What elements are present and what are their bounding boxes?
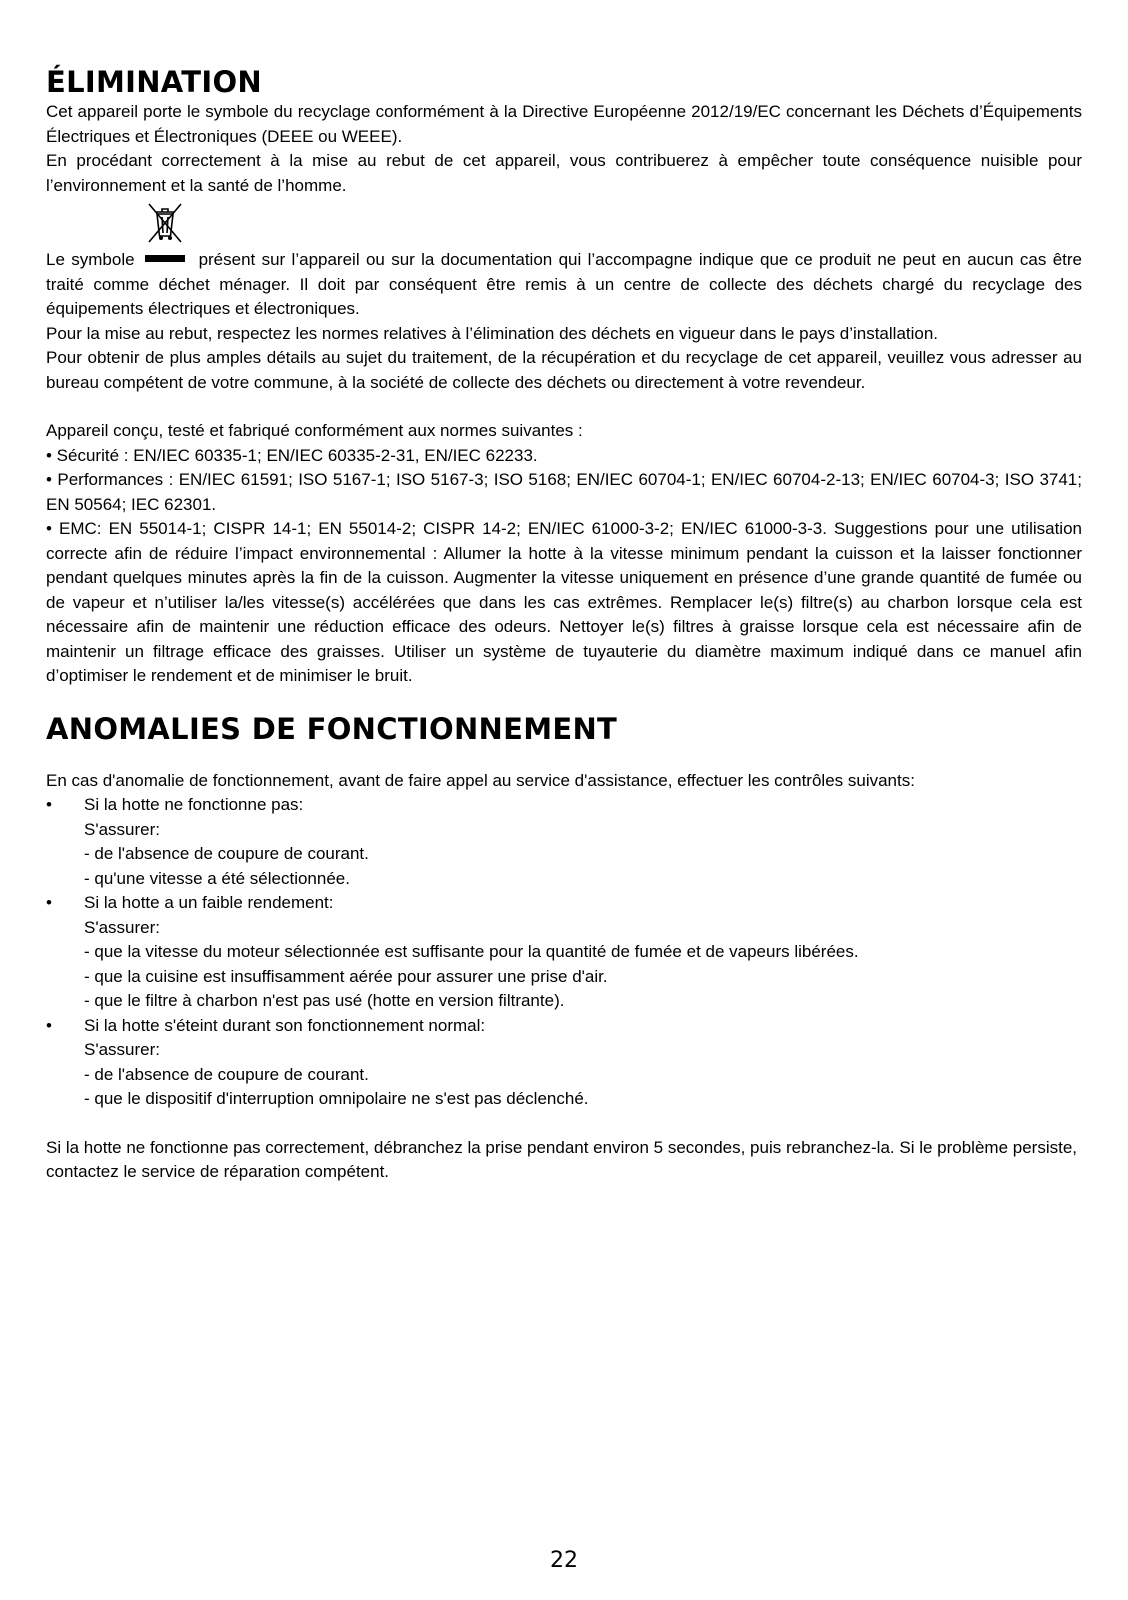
item-label: Si la hotte a un faible rendement:: [84, 893, 334, 912]
anomalies-intro: En cas d'anomalie de fonctionnement, avant de faire appel au service d'assistance, effectuer les contrôles suivants:: [46, 770, 915, 790]
crossed-out-wheelie-bin-icon: [142, 200, 188, 246]
item-line: S'assurer:: [84, 917, 160, 937]
anomalies-list: [46, 793, 1082, 1112]
item-line: - que la vitesse du moteur sélectionnée est suffisante pour la quantité de fumée et de vapeurs libérées.: [84, 942, 859, 961]
standards-intro: Appareil conçu, testé et fabriqué conformément aux normes suivantes :: [46, 421, 583, 440]
item-label: Si la hotte s'éteint durant son fonctionnement normal:: [84, 1015, 486, 1035]
item-line: - que le filtre à charbon n'est pas usé (hotte en version filtrante).: [84, 991, 565, 1010]
bullet: •: [46, 893, 52, 912]
elimination-paragraph-1: Cet appareil porte le symbole du recyclage conformément à la Directive Européenne 2012/19/EC concernant les Déchets d’Équipements Électriques et Électroniques (DEEE ou WEEE).: [46, 102, 1082, 146]
symbol-text-start: Le symbole: [46, 250, 135, 269]
elimination-heading: ÉLIMINATION: [46, 65, 262, 99]
item-line: - de l'absence de coupure de courant.: [84, 844, 369, 863]
item-line: - qu'une vitesse a été sélectionnée.: [84, 868, 350, 888]
anomalies-heading: ANOMALIES DE FONCTIONNEMENT: [46, 711, 618, 746]
elimination-paragraph-5: Pour obtenir de plus amples détails au sujet du traitement, de la récupération et du recyclage de cet appareil, veuillez vous adresser au bureau compétent de votre commune, à la société de collecte des déchets ou directement à votre revendeur.: [46, 348, 1082, 392]
list-item: [46, 1014, 1082, 1039]
item-line: - que le dispositif d'interruption omnipolaire ne s'est pas déclenché.: [84, 1089, 589, 1108]
item-label: Si la hotte ne fonctionne pas:: [84, 795, 304, 814]
bullet: •: [46, 795, 52, 814]
item-line: S'assurer:: [84, 1040, 160, 1059]
page-number: 22: [550, 1548, 578, 1573]
standard-performance: • Performances : EN/IEC 61591; ISO 5167-1; ISO 5167-3; ISO 5168; EN/IEC 60704-1; EN/IEC 60704-2-13; EN/IEC 60704-3; ISO 3741; EN 50564; IEC 62301.: [46, 470, 1082, 514]
item-line: S'assurer:: [84, 819, 160, 839]
symbol-text-end: présent sur l’appareil ou sur la documentation qui l’accompagne indique que ce produit ne peut en aucun cas être traité comme déchet ménager. Il doit par conséquent être remis à un centre de collecte des déchets chargé du recyclage des équipements électriques et électroniques.: [46, 250, 1082, 318]
standard-emc: • EMC: EN 55014-1; CISPR 14-1; EN 55014-2; CISPR 14-2; EN/IEC 61000-3-2; EN/IEC 61000-3-3. Suggestions pour une utilisation correcte afin de réduire l’impact environnemental : Allumer la hotte à la vitesse minimum pendant la cuisson et la laisser fonctionner pendant quelques minutes après la fin de la cuisson. Augmenter la vitesse uniquement en présence d’une grande quantité de fumée ou de vapeur et n’utiliser la/les vitesse(s) accélérées que dans les cas extrêmes. Remplacer le(s) filtre(s) au charbon lorsque cela est nécessaire afin de maintenir une réduction efficace des odeurs. Nettoyer le(s) filtres à graisse lorsque cela est nécessaire afin de maintenir un filtrage efficace des graisses. Utiliser un système de tuyauterie du diamètre maximum indiqué dans ce manuel afin d’optimiser le rendement et de minimiser le bruit.: [46, 519, 1082, 685]
elimination-paragraph-4: Pour la mise au rebut, respectez les normes relatives à l’élimination des déchets en vigueur dans le pays d’installation.: [46, 323, 939, 343]
list-item: [46, 891, 1082, 916]
document-page: [46, 64, 1082, 1185]
standard-safety: • Sécurité : EN/IEC 60335-1; EN/IEC 60335-2-31, EN/IEC 62233.: [46, 445, 538, 465]
list-item: [46, 793, 1082, 818]
weee-symbol-row: [46, 198, 1082, 248]
bullet: •: [46, 1015, 52, 1035]
item-line: - de l'absence de coupure de courant.: [84, 1064, 369, 1084]
elimination-paragraph-3: [46, 248, 1082, 322]
solid-bar-icon: [145, 255, 185, 262]
elimination-paragraph-2: En procédant correctement à la mise au rebut de cet appareil, vous contribuerez à empêcher toute conséquence nuisible pour l’environnement et la santé de l’homme.: [46, 151, 1082, 195]
item-line: - que la cuisine est insuffisamment aérée pour assurer une prise d'air.: [84, 966, 608, 986]
anomalies-closing: Si la hotte ne fonctionne pas correctement, débranchez la prise pendant environ 5 secondes, puis rebranchez-la. Si le problème persiste, contactez le service de réparation compétent.: [46, 1137, 1077, 1181]
